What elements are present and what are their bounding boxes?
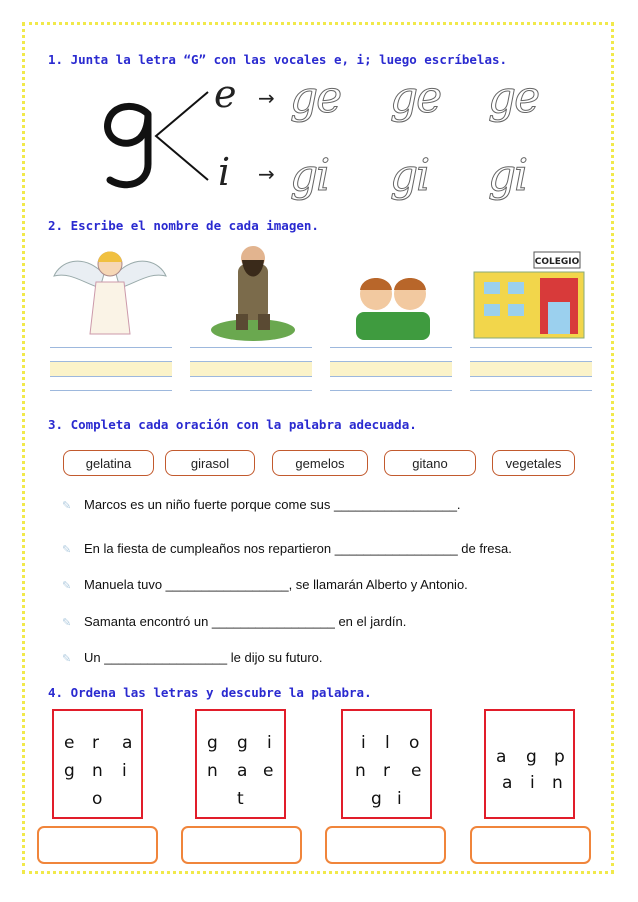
sentence-1: ✎ Marcos es un niño fuerte porque come sus _________________. xyxy=(62,497,461,512)
trace-gi: gi xyxy=(390,150,429,201)
answer-box[interactable] xyxy=(325,826,446,864)
sentence-3: ✎ Manuela tuvo _________________, se llamarán Alberto y Antonio. xyxy=(62,577,468,592)
trace-gi: gi xyxy=(290,150,329,201)
answer-box[interactable] xyxy=(181,826,302,864)
pencil-icon: ✎ xyxy=(62,500,72,512)
trace-gi: gi xyxy=(488,150,527,201)
sentence-4: ✎ Samanta encontró un _________________ en el jardín. xyxy=(62,614,407,629)
sentence-5: ✎ Un _________________ le dijo su futuro. xyxy=(62,650,323,665)
pencil-icon: ✎ xyxy=(62,580,72,592)
arrow-icon: → xyxy=(258,162,275,186)
trace-ge: ge xyxy=(488,72,539,123)
sentence-2: ✎ En la fiesta de cumpleaños nos repartieron _________________ de fresa. xyxy=(62,541,512,556)
section-2-title: 2. Escribe el nombre de cada imagen. xyxy=(48,218,319,233)
answer-box[interactable] xyxy=(37,826,158,864)
section-1-title: 1. Junta la letra “G” con las vocales e, i; luego escríbelas. xyxy=(48,52,508,67)
arrow-icon: → xyxy=(258,86,275,110)
school-sign: COLEGIO xyxy=(534,257,580,267)
letter-box-1: e r a g n i o xyxy=(52,709,143,819)
answer-box[interactable] xyxy=(470,826,591,864)
word-chip: gelatina xyxy=(63,450,154,476)
section-3-title: 3. Completa cada oración con la palabra adecuada. xyxy=(48,417,417,432)
branch-lines xyxy=(150,88,210,184)
trace-ge: ge xyxy=(290,72,341,123)
vowel-i: i xyxy=(218,150,231,194)
letter-box-3: i l o n r e g i xyxy=(341,709,432,819)
letter-box-4: a g p a i n xyxy=(484,709,575,819)
word-chip: gitano xyxy=(384,450,476,476)
school-icon xyxy=(470,242,588,342)
giant-icon xyxy=(210,242,296,342)
letter-box-2: g g i n a e t xyxy=(195,709,286,819)
word-chip: gemelos xyxy=(272,450,368,476)
section-4-title: 4. Ordena las letras y descubre la palabra. xyxy=(48,685,372,700)
pencil-icon: ✎ xyxy=(62,544,72,556)
vowel-e: e xyxy=(214,72,237,116)
word-chip: girasol xyxy=(165,450,255,476)
answer-lines[interactable] xyxy=(470,347,592,391)
angel-icon xyxy=(52,242,168,342)
twins-icon xyxy=(350,242,436,342)
pencil-icon: ✎ xyxy=(62,653,72,665)
word-chip: vegetales xyxy=(492,450,575,476)
answer-lines[interactable] xyxy=(190,347,312,391)
answer-lines[interactable] xyxy=(330,347,452,391)
trace-ge: ge xyxy=(390,72,441,123)
pencil-icon: ✎ xyxy=(62,617,72,629)
answer-lines[interactable] xyxy=(50,347,172,391)
